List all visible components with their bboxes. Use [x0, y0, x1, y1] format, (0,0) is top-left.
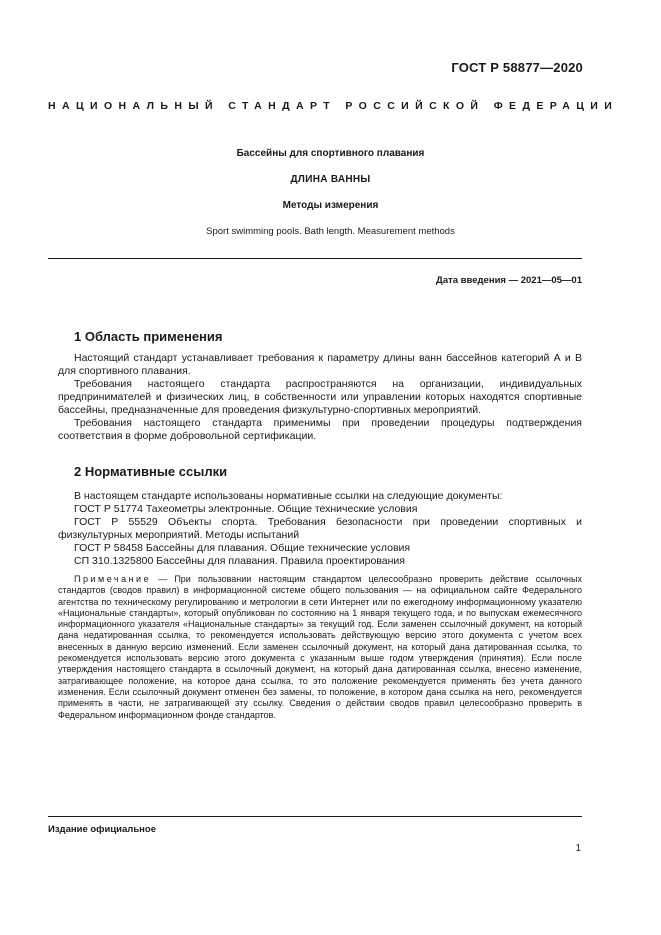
page-number: 1 [575, 843, 581, 854]
title-line-2: ДЛИНА ВАННЫ [290, 174, 371, 185]
document-number: ГОСТ Р 58877—2020 [451, 60, 583, 75]
references-intro: В настоящем стандарте использованы нормативные ссылки на следующие документы: [74, 490, 503, 502]
national-standard-banner: НАЦИОНАЛЬНЫЙ СТАНДАРТ РОССИЙСКОЙ ФЕДЕРАЦИИ [48, 100, 619, 112]
footer-divider [48, 816, 582, 817]
section-references [58, 465, 582, 721]
scope-paragraph-3: Требования настоящего стандарта применимы при проведении процедуры подтверждения соответствия в форме добровольной сертификации. [58, 417, 582, 442]
section-1-heading: 1 Область применения [74, 329, 223, 344]
reference-item: ГОСТ Р 51774 Тахеометры электронные. Общие технические условия [74, 503, 418, 515]
header-divider [48, 258, 582, 259]
section-scope [58, 330, 582, 443]
section-2-heading: 2 Нормативные ссылки [74, 464, 228, 479]
scope-paragraph-2: Требования настоящего стандарта распространяются на организации, индивидуальных предпринимателей и физических лиц, в собственности или управлении которых находятся спортивные бассейны, предназначенные для проведения физкультурно-спортивных мероприятий. [58, 378, 582, 416]
english-title: Sport swimming pools. Bath length. Measurement methods [206, 226, 455, 237]
reference-item: ГОСТ Р 58458 Бассейны для плавания. Общие технические условия [74, 542, 411, 554]
official-edition-label: Издание официальное [48, 824, 156, 835]
introduction-date: Дата введения — 2021—05—01 [436, 275, 582, 286]
reference-item: ГОСТ Р 55529 Объекты спорта. Требования безопасности при проведении спортивных и физкультурных мероприятий. Методы испытаний [58, 516, 582, 541]
title-line-1: Бассейны для спортивного плавания [236, 148, 425, 159]
reference-item: СП 310.1325800 Бассейны для плавания. Правила проектирования [74, 555, 405, 567]
note-label: Примечание [74, 574, 152, 584]
note-text: — При пользовании настоящим стандартом целесообразно проверить действие ссылочных стандартов (сводов правил) в информационной системе общего пользования — на официальном сайте Федерального агентства по техническому регулированию и метрологии в сети Интернет или по ежегодному информационному указателю «Национальные стандарты», который опубликован по состоянию на 1 января текущего года, и по выпускам ежемесячного информационного указателя «Национальные стандарты» за текущий год. Если заменен ссылочный документ, на который дана недатированная ссылка, то рекомендуется использовать действующую версию этого документа с учетом всех внесенных в данную версию изменений. Если заменен ссылочный документ, на который дана датированная ссылка, то рекомендуется использовать версию этого документа с указанным выше годом утверждения (принятия). Если после утверждения настоящего стандарта в ссылочный документ, на который дана датированная ссылка, внесено изменение, затрагивающее положение, на которое дана ссылка, то это положение рекомендуется применять без учета данного изменения. Если ссылочный документ отменен без замены, то положение, в котором дана ссылка на него, рекомендуется применять в части, не затрагивающей эту ссылку. Сведения о действии сводов правил целесообразно проверить в Федеральном информационном фонде стандартов. [58, 574, 582, 720]
title-line-3: Методы измерения [282, 200, 379, 211]
references-note [58, 574, 582, 721]
scope-paragraph-1: Настоящий стандарт устанавливает требования к параметру длины ванн бассейнов категорий А и В для спортивного плавания. [58, 352, 582, 377]
